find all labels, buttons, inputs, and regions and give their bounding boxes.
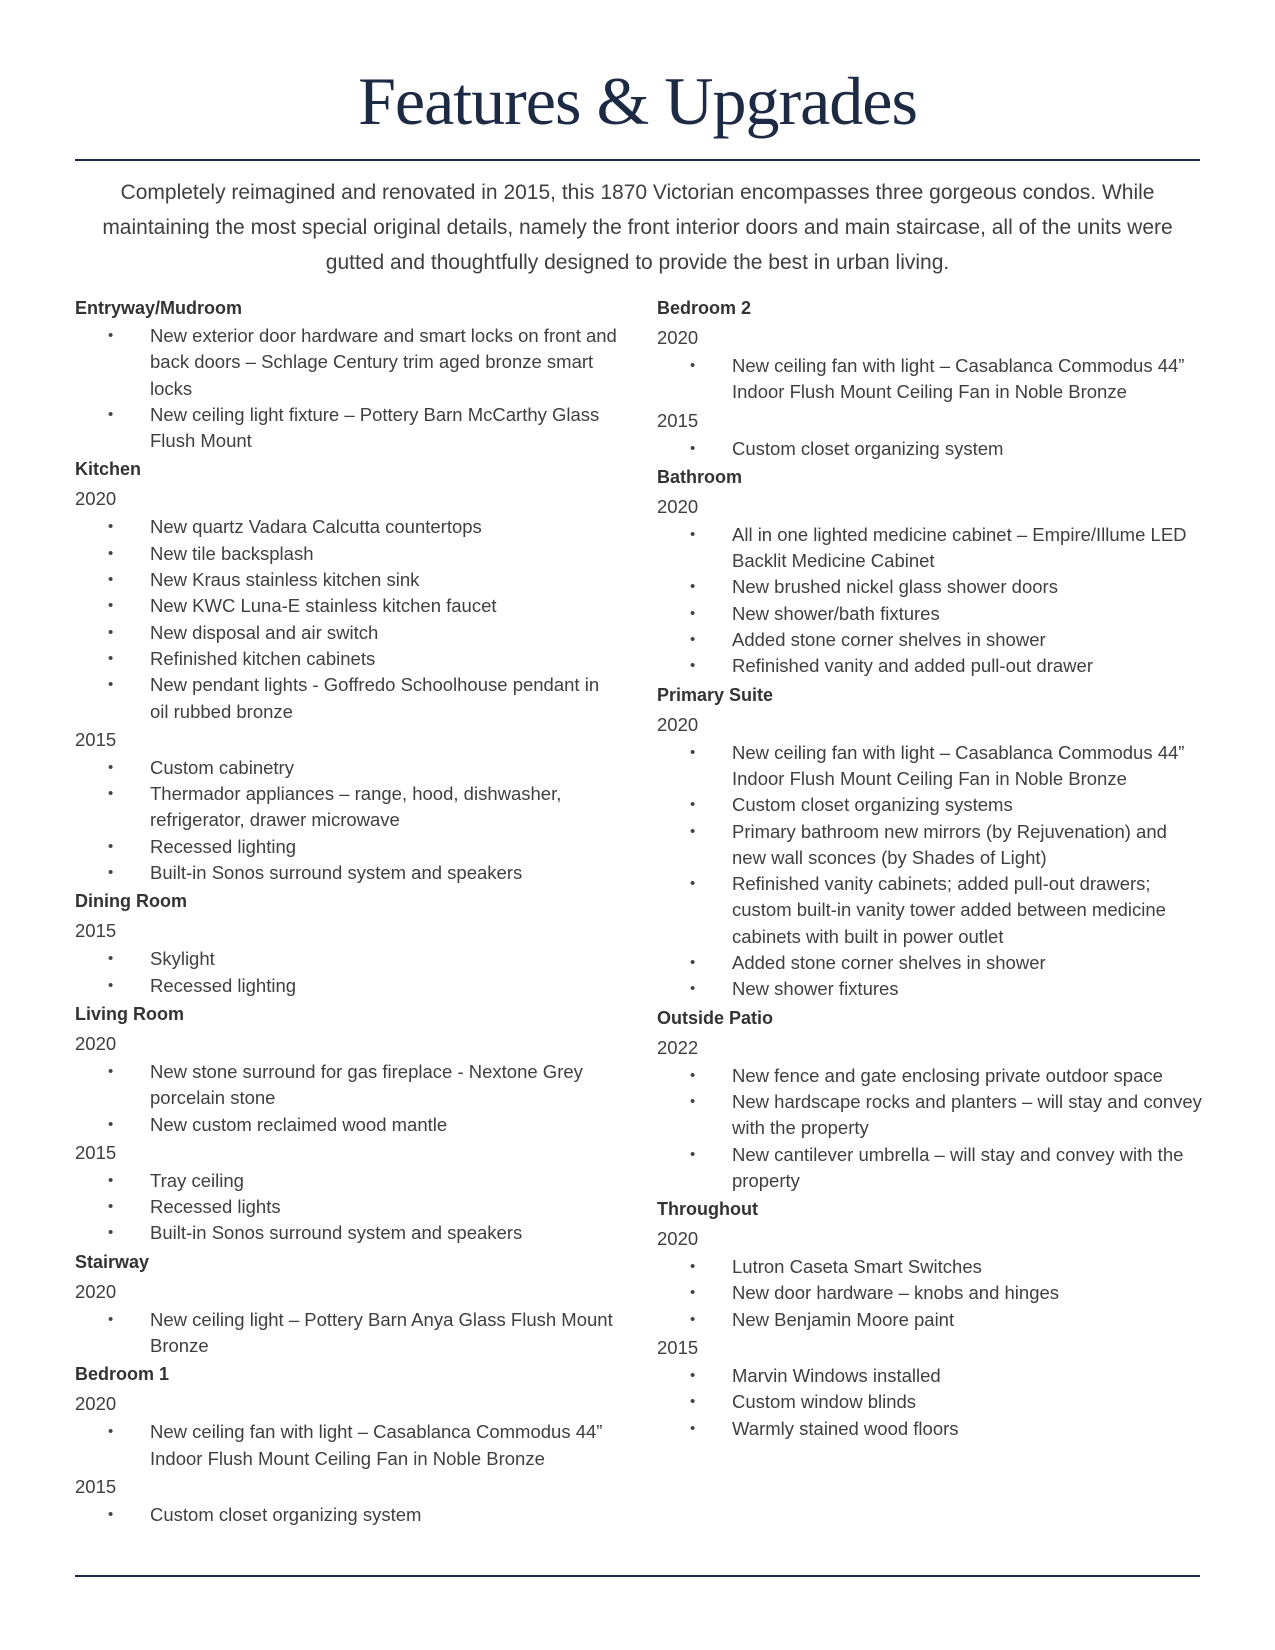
feature-list <box>75 946 620 999</box>
year-label: 2015 <box>657 1337 699 1359</box>
list-item: • Custom cabinetry <box>75 755 620 781</box>
feature-list <box>75 1168 620 1247</box>
section-title: Throughout <box>657 1199 758 1220</box>
year-label: 2015 <box>75 1141 117 1163</box>
feature-section <box>657 293 1202 462</box>
year-label: 2020 <box>75 1032 117 1054</box>
list-item: • Built-in Sonos surround system and speakers <box>75 860 620 886</box>
year-label: 2020 <box>657 327 699 348</box>
feature-list <box>75 755 620 886</box>
feature-section <box>75 886 620 999</box>
list-item: • Warmly stained wood floors <box>657 1416 1202 1442</box>
bottom-divider <box>75 1575 1200 1577</box>
list-item: • Custom closet organizing system <box>657 436 1202 462</box>
list-item: • Recessed lighting <box>75 973 620 999</box>
section-title: Bedroom 1 <box>75 1364 170 1385</box>
list-item: • New ceiling light fixture – Pottery Barn McCarthy Glass Flush Mount <box>75 402 620 455</box>
list-item: • Custom window blinds <box>657 1389 1202 1415</box>
list-item: • All in one lighted medicine cabinet – Empire/Illume LED Backlit Medicine Cabinet <box>657 522 1202 575</box>
year-label: 2015 <box>657 409 699 431</box>
year-label: 2015 <box>75 728 117 750</box>
feature-section <box>75 999 620 1247</box>
list-item: • Recessed lights <box>75 1194 620 1220</box>
list-item: • Primary bathroom new mirrors (by Rejuvenation) and new wall sconces (by Shades of Light) <box>657 819 1202 872</box>
year-label: 2015 <box>75 920 117 942</box>
list-item: • Added stone corner shelves in shower <box>657 627 1202 653</box>
list-item: • New ceiling light – Pottery Barn Anya Glass Flush Mount Bronze <box>75 1307 620 1360</box>
year-label: 2022 <box>657 1036 699 1058</box>
list-item: • Refinished vanity cabinets; added pull-out drawers; custom built-in vanity tower added between medicine cabinets with built in power outlet <box>657 871 1202 950</box>
list-item: • New disposal and air switch <box>75 620 620 646</box>
list-item: • New pendant lights - Goffredo Schoolhouse pendant in oil rubbed bronze <box>75 672 620 725</box>
year-label: 2020 <box>75 488 117 510</box>
feature-list <box>75 514 620 724</box>
feature-list <box>657 436 1202 462</box>
list-item: • New cantilever umbrella – will stay and convey with the property <box>657 1142 1202 1195</box>
feature-list <box>657 1063 1202 1194</box>
list-item: • Refinished kitchen cabinets <box>75 646 620 672</box>
list-item: • New quartz Vadara Calcutta countertops <box>75 514 620 540</box>
section-title: Outside Patio <box>657 1007 774 1028</box>
feature-list <box>75 1059 620 1138</box>
feature-list <box>657 1363 1202 1442</box>
list-item: • Marvin Windows installed <box>657 1363 1202 1389</box>
feature-list <box>75 1419 620 1472</box>
year-label: 2015 <box>75 1475 117 1497</box>
list-item: • Thermador appliances – range, hood, dishwasher, refrigerator, drawer microwave <box>75 781 620 834</box>
list-item: • New ceiling fan with light – Casablanca Commodus 44” Indoor Flush Mount Ceiling Fan in Noble Bronze <box>657 740 1202 793</box>
list-item: • New door hardware – knobs and hinges <box>657 1280 1202 1306</box>
feature-list <box>657 522 1202 680</box>
page-title: Features & Upgrades <box>358 63 917 139</box>
list-item: • New fence and gate enclosing private outdoor space <box>657 1063 1202 1089</box>
section-title: Primary Suite <box>657 684 774 705</box>
feature-list <box>75 1307 620 1360</box>
list-item: • New hardscape rocks and planters – will stay and convey with the property <box>657 1089 1202 1142</box>
list-item: • Recessed lighting <box>75 834 620 860</box>
list-item: • New Kraus stainless kitchen sink <box>75 567 620 593</box>
list-item: • Refinished vanity and added pull-out drawer <box>657 653 1202 679</box>
intro-paragraph: Completely reimagined and renovated in 2015, this 1870 Victorian encompasses three gorgeous condos. While maintaining the most special original details, namely the front interior doors and main staircase, all of the units were gutted and thoughtfully designed to provide the best in urban living. <box>102 181 1173 274</box>
list-item: • Custom closet organizing system <box>75 1502 620 1528</box>
section-title: Entryway/Mudroom <box>75 298 243 318</box>
year-label: 2020 <box>657 1228 699 1250</box>
feature-section <box>75 1247 620 1360</box>
feature-section <box>75 293 620 454</box>
list-item: • Lutron Caseta Smart Switches <box>657 1254 1202 1280</box>
list-item: • New brushed nickel glass shower doors <box>657 574 1202 600</box>
section-title: Kitchen <box>75 459 142 480</box>
list-item: • New shower/bath fixtures <box>657 601 1202 627</box>
feature-section <box>75 1359 620 1528</box>
feature-section <box>657 1194 1202 1442</box>
feature-section <box>657 680 1202 1003</box>
section-title: Bedroom 2 <box>657 298 752 318</box>
section-title: Dining Room <box>75 891 187 912</box>
list-item: • New ceiling fan with light – Casablanca Commodus 44” Indoor Flush Mount Ceiling Fan in Noble Bronze <box>75 1419 620 1472</box>
left-column <box>75 293 620 1528</box>
section-title: Bathroom <box>657 466 742 487</box>
feature-list <box>657 353 1202 406</box>
list-item: • New exterior door hardware and smart locks on front and back doors – Schlage Century trim aged bronze smart locks <box>75 323 620 402</box>
feature-list <box>75 323 620 454</box>
feature-list <box>657 740 1202 1003</box>
list-item: • New stone surround for gas fireplace - Nextone Grey porcelain stone <box>75 1059 620 1112</box>
list-item: • New custom reclaimed wood mantle <box>75 1112 620 1138</box>
right-column <box>657 293 1202 1442</box>
list-item: • Added stone corner shelves in shower <box>657 950 1202 976</box>
section-title: Living Room <box>75 1003 184 1024</box>
list-item: • New KWC Luna-E stainless kitchen faucet <box>75 593 620 619</box>
feature-section <box>75 454 620 886</box>
list-item: • Tray ceiling <box>75 1168 620 1194</box>
list-item: • New shower fixtures <box>657 976 1202 1002</box>
year-label: 2020 <box>657 495 699 517</box>
feature-section <box>657 1003 1202 1194</box>
top-divider <box>75 159 1200 161</box>
list-item: • New ceiling fan with light – Casablanca Commodus 44” Indoor Flush Mount Ceiling Fan in Noble Bronze <box>657 353 1202 406</box>
list-item: • Built-in Sonos surround system and speakers <box>75 1220 620 1246</box>
section-title: Stairway <box>75 1251 150 1272</box>
year-label: 2020 <box>75 1393 117 1415</box>
list-item: • Custom closet organizing systems <box>657 792 1202 818</box>
feature-section <box>657 462 1202 680</box>
year-label: 2020 <box>657 713 699 735</box>
list-item: • Skylight <box>75 946 620 972</box>
feature-list <box>75 1502 620 1528</box>
list-item: • New tile backsplash <box>75 541 620 567</box>
year-label: 2020 <box>75 1280 117 1302</box>
list-item: • New Benjamin Moore paint <box>657 1307 1202 1333</box>
feature-list <box>657 1254 1202 1333</box>
